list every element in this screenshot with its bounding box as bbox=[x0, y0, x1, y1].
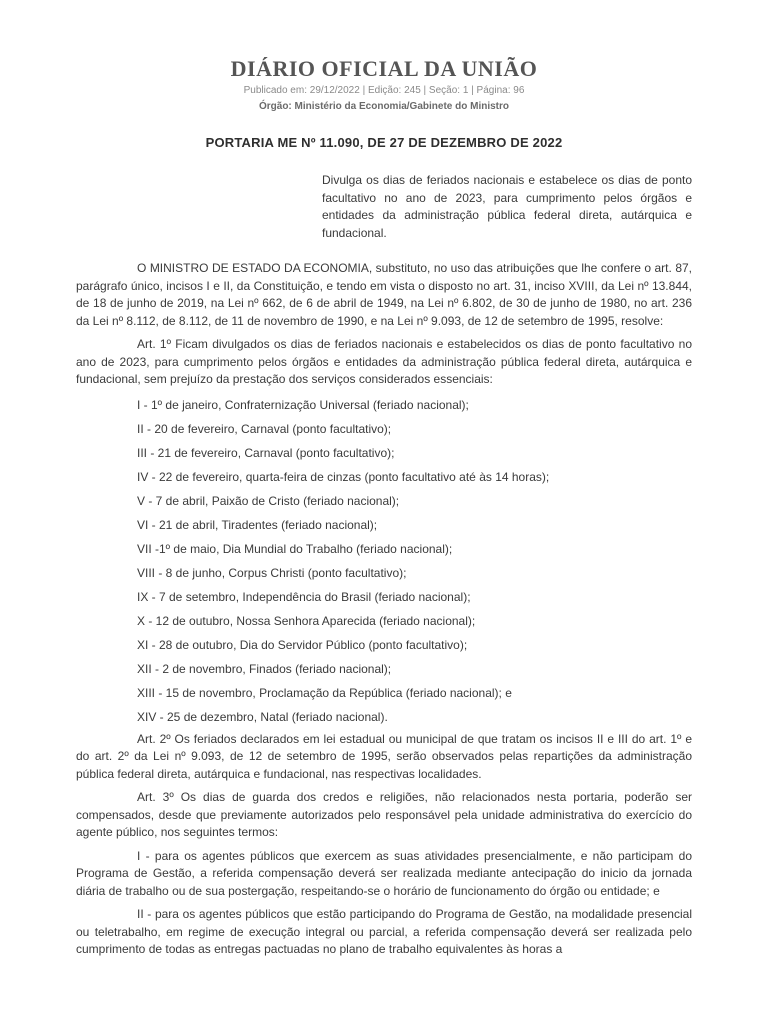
list-item: XIV - 25 de dezembro, Natal (feriado nacional). bbox=[137, 709, 388, 724]
document-body bbox=[76, 260, 692, 965]
article-3: Art. 3º Os dias de guarda dos credos e religiões, não relacionados nesta portaria, poderão ser compensados, desde que previamente autorizados pelo responsável pela unidade administrativa do exercício do agente público, nos seguintes termos: bbox=[76, 790, 692, 839]
preamble: O MINISTRO DE ESTADO DA ECONOMIA, substituto, no uso das atribuições que lhe confere o art. 87, parágrafo único, incisos I e II, da Constituição, e tendo em vista o disposto no art. 31, inciso XVIII, da Lei nº 13.844, de 18 de junho de 2019, na Lei nº 662, de 6 de abril de 1949, na Lei nº 6.802, de 30 de junho de 1980, no art. 236 da Lei nº 8.112, de 8.112, de 11 de novembro de 1990, e na Lei nº 9.093, de 12 de setembro de 1995, resolve: bbox=[76, 261, 692, 328]
ementa: Divulga os dias de feriados nacionais e estabelece os dias de ponto facultativo no ano de 2023, para cumprimento pelos órgãos e entidades da administração pública federal direta, autárquica e fundacional. bbox=[322, 173, 692, 240]
article-1: Art. 1º Ficam divulgados os dias de feriados nacionais e estabelecidos os dias de ponto facultativo no ano de 2023, para cumprimento pelos órgãos e entidades da administração pública federal direta, autárquica e fundacional, sem prejuízo da prestação dos serviços considerados essenciais: bbox=[76, 337, 692, 386]
list-item: I - 1º de janeiro, Confraternização Universal (feriado nacional); bbox=[137, 397, 469, 412]
list-item: II - 20 de fevereiro, Carnaval (ponto facultativo); bbox=[137, 421, 392, 436]
article-3-item-ii: II - para os agentes públicos que estão participando do Programa de Gestão, na modalidade presencial ou teletrabalho, em regime de execução integral ou parcial, a referida compensação deverá ser realizada pelo cumprimento de todas as entregas pactuadas no plano de trabalho equivalentes às horas a bbox=[76, 907, 692, 956]
list-item: VI - 21 de abril, Tiradentes (feriado nacional); bbox=[137, 517, 378, 532]
list-item: IV - 22 de fevereiro, quarta-feira de cinzas (ponto facultativo até às 14 horas); bbox=[137, 469, 550, 484]
article-3-item-i: I - para os agentes públicos que exercem as suas atividades presencialmente, e não participam do Programa de Gestão, a referida compensação deverá ser realizada mediante antecipação do inicio da jornada diária de trabalho ou de sua postergação, respeitando-se o horário de funcionamento do órgão ou entidade; e bbox=[76, 848, 692, 898]
list-item: IX - 7 de setembro, Independência do Brasil (feriado nacional); bbox=[137, 589, 471, 604]
list-item: X - 12 de outubro, Nossa Senhora Aparecida (feriado nacional); bbox=[137, 613, 476, 628]
list-item: XI - 28 de outubro, Dia do Servidor Público (ponto facultativo); bbox=[137, 637, 468, 652]
list-item: V - 7 de abril, Paixão de Cristo (feriado nacional); bbox=[137, 493, 400, 508]
list-item: VIII - 8 de junho, Corpus Christi (ponto facultativo); bbox=[137, 565, 407, 580]
list-item: XIII - 15 de novembro, Proclamação da República (feriado nacional); e bbox=[137, 685, 512, 700]
list-item: VII -1º de maio, Dia Mundial do Trabalho (feriado nacional); bbox=[137, 541, 453, 556]
masthead-title: DIÁRIO OFICIAL DA UNIÃO bbox=[230, 56, 538, 81]
document-title: PORTARIA ME Nº 11.090, DE 27 DE DEZEMBRO DE 2022 bbox=[205, 135, 563, 150]
list-item: XII - 2 de novembro, Finados (feriado nacional); bbox=[137, 661, 392, 676]
article-2: Art. 2º Os feriados declarados em lei estadual ou municipal de que tratam os incisos II e III do art. 1º e do art. 2º da Lei nº 9.093, de 12 de setembro de 1995, serão observados pelas repartições da administração pública federal direta, autárquica e fundacional, nas respectivas localidades. bbox=[76, 731, 692, 781]
list-item: III - 21 de fevereiro, Carnaval (ponto facultativo); bbox=[137, 445, 395, 460]
publication-info: Publicado em: 29/12/2022 | Edição: 245 | Seção: 1 | Página: 96 bbox=[243, 85, 525, 96]
issuing-organ: Órgão: Ministério da Economia/Gabinete do Ministro bbox=[258, 101, 510, 112]
